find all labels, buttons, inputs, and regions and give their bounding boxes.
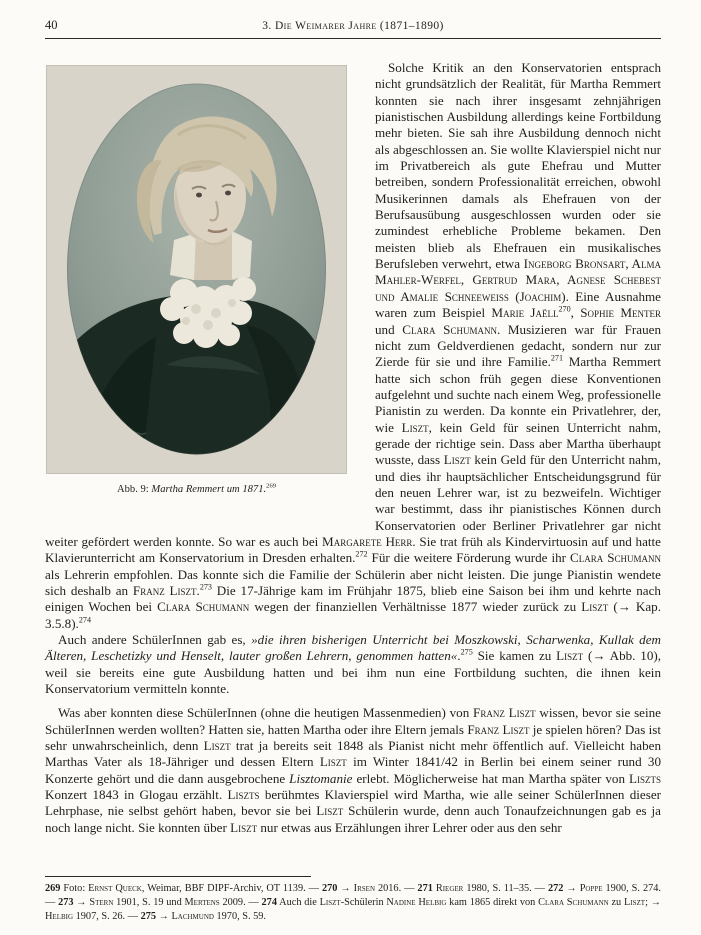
page-header	[45, 16, 661, 36]
body-paragraph-1: Solche Kritik an den Konservatorien entsprach nicht grundsätzlich der Realität, für Martha Remmert konnten sie nach ihrer insgesamt zehnjährigen pianistischen Ausbildung allerdings keine Fortbildung mehr bieten. Sie sah ihre Ausbildung dennoch nicht als abgeschlossen an. Sie wollte Klavierspiel nicht nur im Privatbereich als gute Ehefrau und Mutter betreiben, sondern Professionalität erreichen, obwohl Musikerinnen damals als Ehefrauen von der Berufsausübung ausgeschlossen wurden oder sie zumindest erhebliche Probleme bekamen. Den meisten blieb als Ehefrauen ein musikalisches Berufsleben verwehrt, etwa Ingeborg Bronsart, Alma Mahler-Werfel, Gertrud Mara, Agnese Schebest und Amalie Schneeweiss (Joachim). Eine Ausnahme waren zum Beispiel Marie Jaëll$^{270}$, Sophie Menter und Clara Schumann. Musizieren war für Frauen nicht zum Geldverdienen gedacht, sondern nur zur Zierde für sie und ihre Familie.$^{271}$ Martha Remmert hatte sich schon früh gegen diese Konventionen aufgelehnt und suchte nach einem Weg, professionelle Pianistin zu werden. Da konnte ein Privatlehrer, der, wie Liszt, kein Geld für seinen Unterricht nahm, gerade der richtige sein. Dass aber Martha überhaupt wusste, dass Liszt kein Geld für den Unterricht nahm, und dies ihr hauptsächlicher Entscheidungsgrund für den neuen Lehrer war, ist zu bezweifeln. Wichtiger war bestimmt, dass ihr pianistisches Können durch Konservatorien oder Berliner Privatlehrer gar nicht weiter gefördert werden konnte. So war es auch bei Margarete Herr. Sie trat früh als Kindervirtuosin auf und hatte Klavierunterricht am Konservatorium in Dresden erhalten.$^{272}$ Für die weitere Förderung wurde ihr Clara Schumann als Lehrerin empfohlen. Das konnte sich die Familie der Schülerin aber nicht leisten. Die junge Pianistin wendete sich deshalb an Franz Liszt.$^{273}$ Die 17-Jährige kam im Frühjahr 1875, blieb eine Saison bei ihm und kehrte nach einigen Wochen bei Clara Schumann wegen der finanziellen Verhältnisse 1877 wieder zurück zu Liszt (→ Kap. 3.5.8).$^{274}$	[45, 60, 662, 631]
portrait-photo	[46, 65, 347, 474]
footnote-rule	[45, 876, 311, 877]
body-paragraph-3: Was aber konnten diese SchülerInnen (ohne die heutigen Massenmedien) von Franz Liszt wissen, bevor sie seine SchülerInnen werden wollten? Hatten sie, hatten Martha oder ihre Eltern jemals Franz Liszt je spielen hören? Das ist sehr unwahrscheinlich, denn Liszt trat ja bereits seit 1848 als Pianist nicht mehr öffentlich auf. Vielleicht haben Marthas Vater als 18-Jähriger und dessen Eltern Liszt im Winter 1841/42 in Berlin bei einem seiner rund 30 Konzerte gehört und die dann ausgebrochene Lisztomanie erlebt. Möglicherweise hat man Martha später von Liszts Konzert 1843 in Glogau erzählt. Liszts berühmtes Klavierspiel wird Martha, wie alle seiner SchülerInnen dieser Lehrphase, nie selbst gehört haben, bevor sie bei Liszt Schülerin wurde, denn auch Tonaufzeichnungen gab es ja noch lange nicht. Sie konnten über Liszt nur etwas aus Erzählungen ihrer Lehrer oder aus den sehr	[45, 705, 661, 835]
portrait-figure	[46, 65, 347, 495]
body-paragraph-2: Auch andere SchülerInnen gab es, »die ihren bisherigen Unterricht bei Moszkowski, Scharwenka, Kullak dem Älteren, Leschetizky und Henselt, lauter großen Lehrern, genommen hatten«.$^{275}$ Sie kamen zu Liszt (→ Abb. 10), weil sie bereits eine gute Ausbildung hatten und bei ihm nun eine Fortbildung suchten, die ihnen kein Konservatorium vermitteln konnte.	[45, 632, 662, 697]
footnote-text: 269 Foto: Ernst Queck, Weimar, BBF DIPF-Archiv, OT 1139. — 270 → Irsen 2016. — 271 Rieger 1980, S. 11–35. — 272 → Poppe 1900, S. 274. — 273 → Stern 1901, S. 19 und Mertens 2009. — 274 Auch die Liszt-Schülerin Nadine Helbig kam 1865 direkt von Clara Schumann zu Liszt; → Helbig 1907, S. 26. — 275 → Lachmund 1970, S. 59.	[45, 883, 661, 922]
header-rule	[45, 38, 661, 39]
footnotes-section	[45, 876, 661, 923]
chapter-title: 3. Die Weimarer Jahre (1871–1890)	[262, 20, 444, 32]
figure-caption: Abb. 9: Martha Remmert um 1871.$^{269}$	[116, 482, 277, 495]
body-text	[45, 60, 661, 836]
page-number: 40	[45, 18, 58, 32]
